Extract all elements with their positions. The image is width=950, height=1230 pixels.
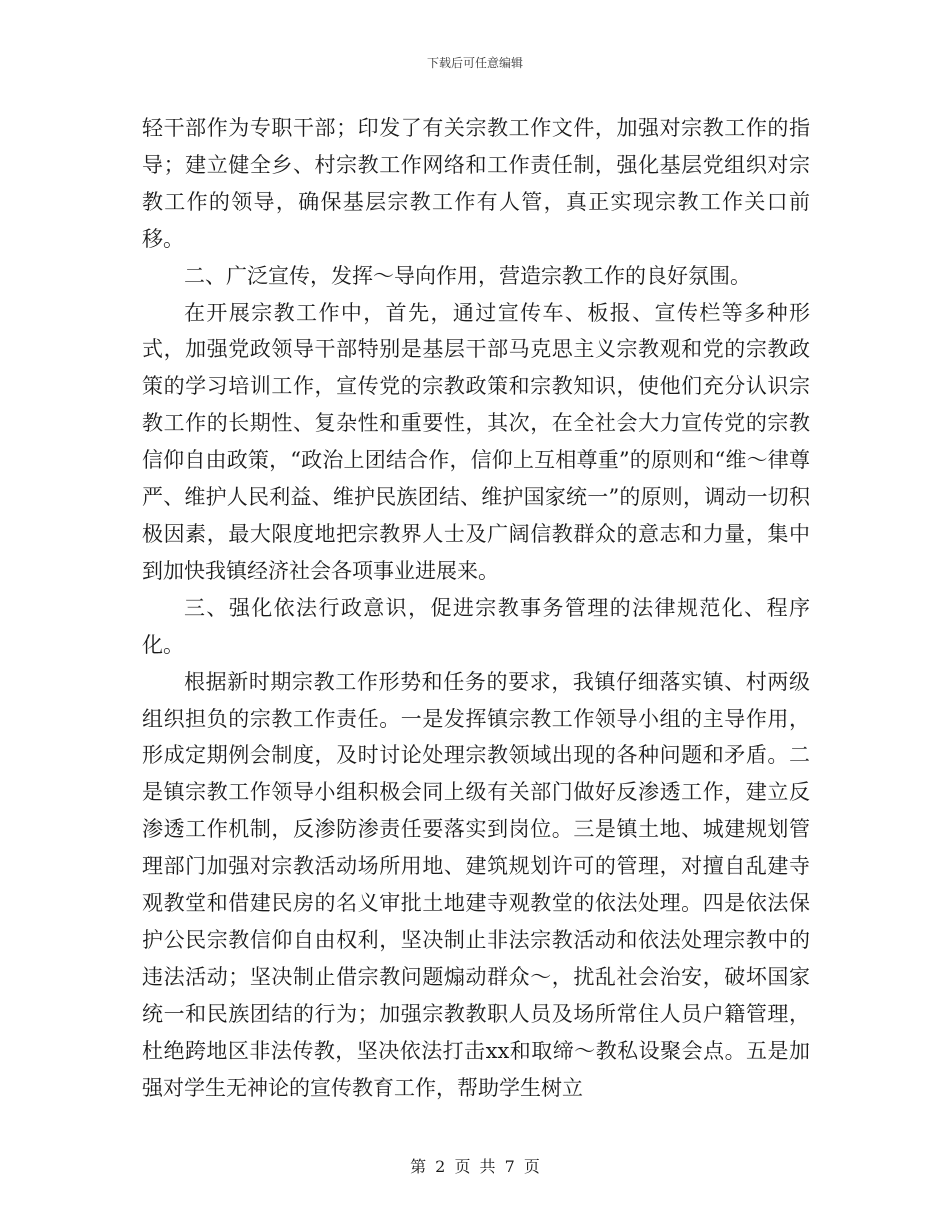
paragraph-continuation: 轻干部作为专职干部；印发了有关宗教工作文件，加强对宗教工作的指导；建立健全乡、村宗教工作网络和工作责任制，强化基层党组织对宗教工作的领导，确保基层宗教工作有人管，真正实现宗教工作关口前移。	[142, 116, 810, 251]
document-body	[142, 110, 810, 1106]
page-footer: 第 2 页 共 7 页	[410, 1157, 540, 1176]
paragraph-responsibility: 根据新时期宗教工作形势和任务的要求，我镇仔细落实镇、村两级组织担负的宗教工作责任。一是发挥镇宗教工作领导小组的主导作用，形成定期例会制度，及时讨论处理宗教领域出现的各种问题和矛盾。二是镇宗教工作领导小组积极会同上级有关部门做好反渗透工作，建立反渗透工作机制，反渗防渗责任要落实到岗位。三是镇土地、城建规划管理部门加强对宗教活动场所用地、建筑规划许可的管理，对擅自乱建寺观教堂和借建民房的名义审批土地建寺观教堂的依法处理。四是依法保护公民宗教信仰自由权利，坚决制止非法宗教活动和依法处理宗教中的违法活动；坚决制止借宗教问题煽动群众～，扰乱社会治安，破坏国家统一和民族团结的行为；加强宗教教职人员及场所常住人员户籍管理，杜绝跨地区非法传教，坚决依法打击xx和取缔～教私设聚会点。五是加强对学生无神论的宣传教育工作，帮助学生树立	[142, 669, 810, 1100]
section-heading-2: 二、广泛宣传，发挥～导向作用，营造宗教工作的良好氛围。	[184, 263, 751, 288]
page-header: 下载后可任意编辑	[426, 56, 523, 70]
section-heading-3: 三、强化依法行政意识，促进宗教事务管理的法律规范化、程序化。	[142, 595, 810, 657]
paragraph-propaganda: 在开展宗教工作中，首先，通过宣传车、板报、宣传栏等多种形式，加强党政领导干部特别是基层干部马克思主义宗教观和党的宗教政策的学习培训工作，宣传党的宗教政策和宗教知识，使他们充分认识宗教工作的长期性、复杂性和重要性，其次，在全社会大力宣传党的宗教信仰自由政策，“政治上团结合作，信仰上互相尊重”的原则和“维～律尊严、维护人民利益、维护民族团结、维护国家统一”的原则，调动一切积极因素，最大限度地把宗教界人士及广阔信教群众的意志和力量，集中到加快我镇经济社会各项事业进展来。	[142, 300, 810, 583]
